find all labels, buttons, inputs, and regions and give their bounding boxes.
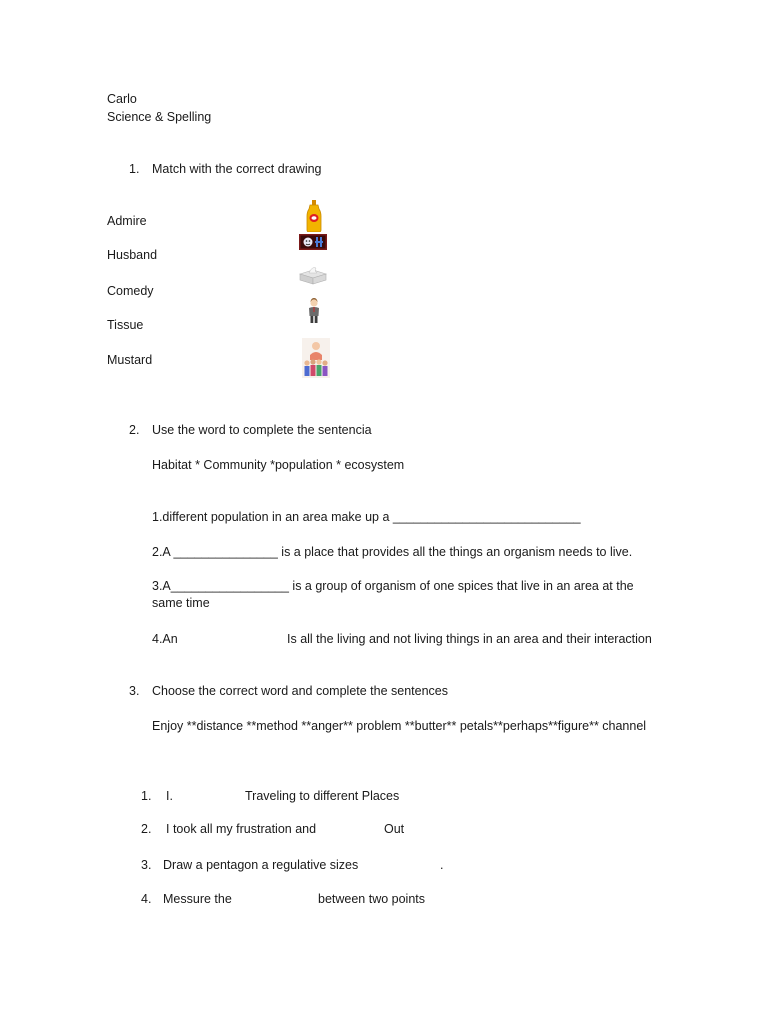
section2-word-bank: Habitat * Community *population * ecosystem	[152, 458, 405, 472]
student-name: Carlo	[107, 92, 137, 106]
list-item-number: 3.	[141, 858, 152, 872]
subject-title: Science & Spelling	[107, 110, 212, 124]
list-item-text: I.	[166, 789, 173, 803]
match-word-husband: Husband	[107, 248, 158, 262]
match-word-mustard: Mustard	[107, 353, 153, 367]
section2-sentence-4-end: Is all the living and not living things in an area and their interaction	[287, 632, 652, 646]
comedy-masks-icon	[299, 234, 327, 250]
list-item-text-end: Out	[384, 822, 405, 836]
list-item-number: 2.	[141, 822, 152, 836]
section2-instruction: Use the word to complete the sentencia	[152, 423, 372, 437]
section3-instruction: Choose the correct word and complete the sentences	[152, 684, 449, 698]
section3-number: 3.	[129, 684, 140, 698]
section2-sentence-3: 3.A_________________ is a group of organism of one spices that live in an area at the same time	[152, 579, 634, 610]
list-item-number: 4.	[141, 892, 152, 906]
section2-sentence-2: 2.A _______________ is a place that provides all the things an organism needs to live.	[152, 545, 633, 559]
list-item-text: I took all my frustration and	[166, 822, 317, 836]
list-item-text-end: between two points	[318, 892, 426, 906]
husband-man-icon	[306, 297, 322, 324]
section1-instruction: Match with the correct drawing	[152, 162, 322, 176]
match-word-comedy: Comedy	[107, 284, 154, 298]
tissue-box-icon	[298, 265, 328, 285]
section1-number: 1.	[129, 162, 140, 176]
match-word-admire: Admire	[107, 214, 147, 228]
match-word-tissue: Tissue	[107, 318, 144, 332]
list-item-text: Messure the	[163, 892, 232, 906]
list-item-text: Draw a pentagon a regulative sizes	[163, 858, 359, 872]
list-item-text-end: .	[440, 858, 444, 872]
section2-number: 2.	[129, 423, 140, 437]
list-item-text-end: Traveling to different Places	[245, 789, 400, 803]
section2-sentence-1: 1.different population in an area make up a ___________________________	[152, 510, 581, 524]
section2-sentence-4-start: 4.An	[152, 632, 178, 646]
list-item-number: 1.	[141, 789, 152, 803]
section3-word-bank: Enjoy **distance **method **anger** problem **butter** petals**perhaps**figure** channel	[152, 719, 647, 733]
admire-crowd-icon	[302, 338, 330, 378]
mustard-bottle-icon	[306, 200, 322, 232]
